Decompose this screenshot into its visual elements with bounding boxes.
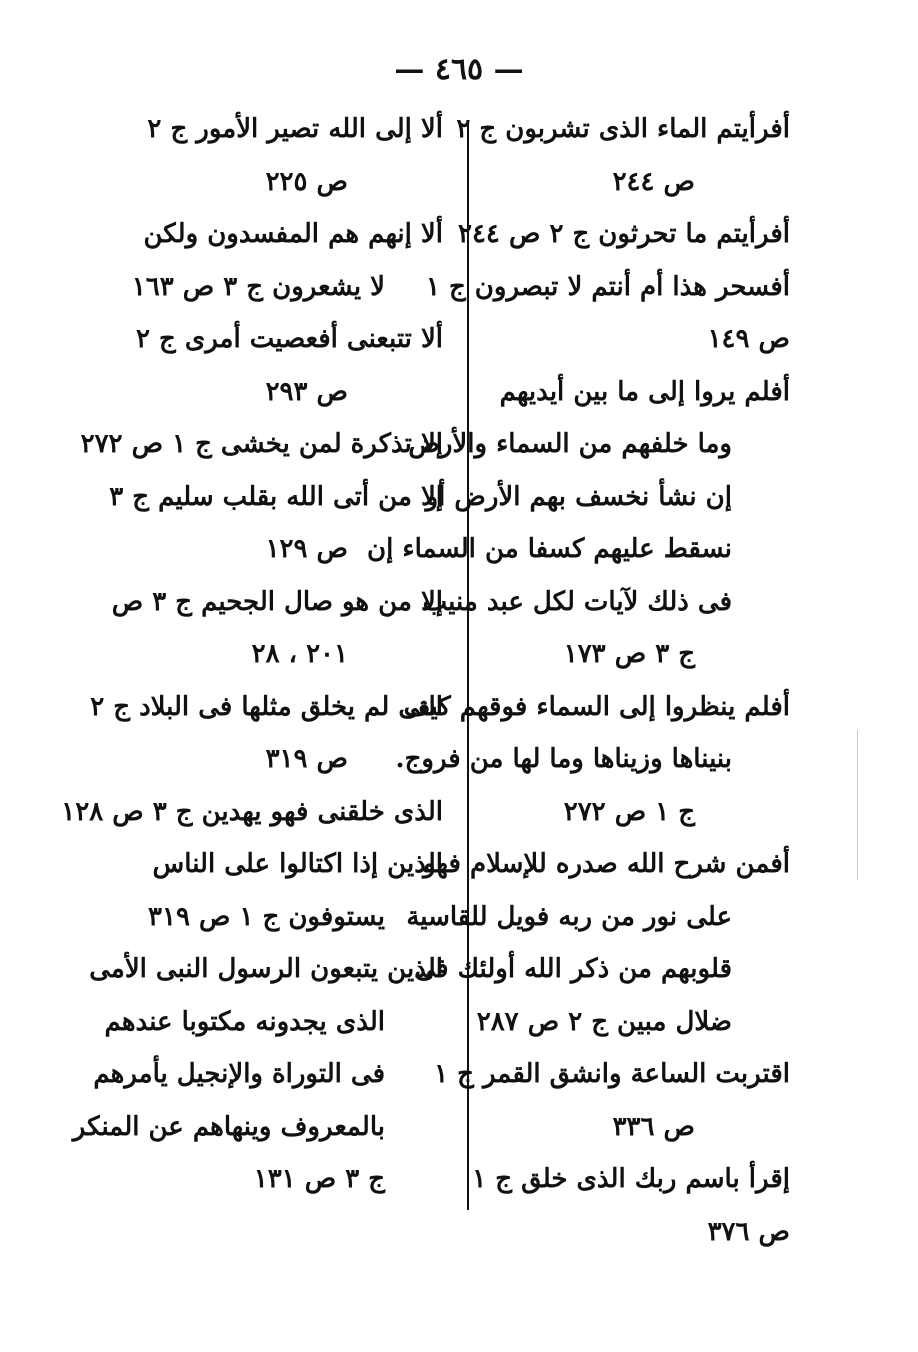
entry-line: ص ٢٩٣ — [265, 376, 348, 407]
index-entry — [103, 471, 443, 576]
entry-line: الذى يجدونه مكتوبا عندهم — [104, 1006, 385, 1037]
entry-line: ص ٣٧٦ — [707, 1216, 790, 1247]
entry-line: ص ٢٢٥ — [265, 166, 348, 197]
entry-line: ضلال مبين ج ٢ ص ٢٨٧ — [476, 1006, 732, 1037]
entry-line: ص ١٢٩ — [265, 534, 348, 564]
entry-line: إقرأ باسم ربك الذى خلق ج ١ — [472, 1164, 790, 1194]
entry-line: وما خلفهم من السماء والأرض — [408, 429, 732, 459]
entry-line: ص ٣٣٦ — [612, 1111, 695, 1142]
index-entry — [72, 943, 443, 1206]
entry-line: أفسحر هذا أم أنتم لا تبصرون ج ١ — [425, 271, 790, 302]
margin-mark — [857, 730, 858, 880]
index-entry — [450, 103, 790, 208]
index-entry — [450, 208, 790, 261]
index-entry — [425, 261, 790, 366]
index-entry — [103, 576, 443, 681]
index-entry — [103, 103, 443, 208]
entry-line: ج ٣ ص ١٧٣ — [563, 639, 695, 669]
entry-line: أفرأيتم ما تحرثون ج ٢ ص ٢٤٤ — [458, 219, 790, 249]
entry-line: فى التوراة والإنجيل يأمرهم — [93, 1059, 385, 1089]
entry-line: ألا تتبعنى أفعصيت أمرى ج ٢ — [135, 324, 443, 354]
entry-line: ص ٢٤٤ — [612, 166, 695, 197]
entry-line: التى لم يخلق مثلها فى البلاد ج ٢ — [90, 691, 443, 722]
index-entry — [103, 208, 443, 313]
entry-line: أفلم يروا إلى ما بين أيديهم — [499, 376, 790, 407]
page-number: — ٤٦٥ — — [394, 52, 524, 87]
entry-line: ج ٣ ص ١٣١ — [253, 1164, 385, 1194]
index-entry — [61, 786, 443, 839]
entry-line: يستوفون ج ١ ص ٣١٩ — [148, 901, 385, 932]
entry-line: إلا من أتى الله بقلب سليم ج ٣ — [109, 481, 443, 512]
index-column-left — [61, 103, 443, 1206]
entry-line: إلا من هو صال الجحيم ج ٣ ص — [111, 586, 443, 617]
index-entry — [80, 418, 443, 471]
index-entry — [90, 681, 443, 786]
entry-line: أفرأيتم الماء الذى تشربون ج ٢ — [456, 114, 790, 144]
entry-line: ألا إلى الله تصير الأمور ج ٢ — [147, 114, 443, 144]
index-entry — [103, 313, 443, 418]
entry-line: نسقط عليهم كسفا من السماء إن — [367, 534, 732, 564]
entry-line: إن نشأ نخسف بهم الأرض أو — [425, 481, 732, 512]
entry-line: الذين يتبعون الرسول النبى الأمى — [89, 954, 443, 984]
entry-line: ص ٣١٩ — [265, 744, 348, 774]
index-entry — [367, 366, 790, 681]
entry-line: ص ١٤٩ — [707, 324, 790, 354]
entry-line: لا يشعرون ج ٣ ص ١٦٣ — [131, 271, 385, 302]
entry-line: الذين إذا اكتالوا على الناس — [152, 849, 443, 879]
entry-line: قلوبهم من ذكر الله أولئك فى — [414, 954, 732, 984]
entry-line: اقتربت الساعة وانشق القمر ج ١ — [434, 1059, 790, 1089]
index-column-right — [367, 103, 790, 1258]
entry-line: بنيناها وزيناها وما لها من فروج. — [395, 744, 732, 774]
entry-line: ج ١ ص ٢٧٢ — [563, 796, 695, 827]
entry-line: على نور من ربه فويل للقاسية — [406, 901, 732, 932]
index-entry — [450, 1153, 790, 1258]
index-entry — [395, 681, 790, 839]
index-entry — [406, 838, 790, 1048]
entry-line: أفلم ينظروا إلى السماء فوقهم كيف — [403, 691, 790, 722]
entry-line: أفمن شرح الله صدره للإسلام فهو — [423, 849, 790, 879]
entry-line: الذى خلقنى فهو يهدين ج ٣ ص ١٢٨ — [61, 796, 443, 827]
index-entry — [434, 1048, 790, 1153]
entry-line: ألا إنهم هم المفسدون ولكن — [143, 219, 443, 249]
entry-line: ٢٠١ ، ٢٨ — [251, 639, 348, 669]
entry-line: إلا تذكرة لمن يخشى ج ١ ص ٢٧٢ — [80, 429, 443, 459]
index-entry — [103, 838, 443, 943]
entry-line: بالمعروف وينهاهم عن المنكر — [72, 1111, 385, 1142]
entry-line: فى ذلك لآيات لكل عبد منيب — [422, 586, 732, 617]
